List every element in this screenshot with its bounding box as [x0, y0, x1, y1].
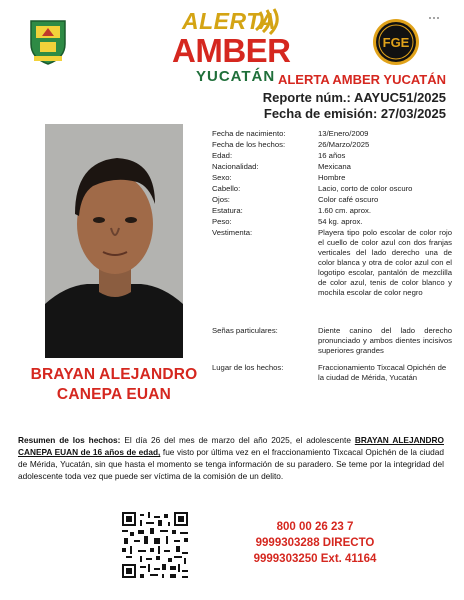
fact-value: 13/Enero/2009 [318, 129, 369, 138]
fact-value: 54 kg. aprox. [318, 217, 363, 226]
person-name-line2: CANEPA EUAN [56, 386, 172, 403]
fact-label: Edad: [212, 151, 233, 160]
fge-seal-text: FGE [382, 35, 410, 50]
logo-word-yucatan: YUCATÁN [196, 68, 276, 85]
fact-label: Cabello: [212, 184, 241, 193]
fact-label: Ojos: [212, 195, 230, 204]
signal-waves-icon [252, 8, 282, 38]
fact-value: Fraccionamiento Tixcacal Opichén de la ciudad de Mérida, Yucatán [318, 363, 447, 382]
qr-code[interactable] [122, 512, 188, 578]
corner-decor-icon [428, 15, 442, 23]
issue-date: Fecha de emisión: 27/03/2025 [263, 106, 446, 121]
summary-label: Resumen de los hechos: [18, 435, 121, 445]
fact-value: Mexicana [318, 162, 351, 171]
fact-value: Color café oscuro [318, 195, 379, 204]
fact-value: Playera tipo polo escolar de color rojo el cuello de color azul con dos franjas verticales del lado derecho una de color blanca y otra de color azul con el logotipo escolar, pantalón de mezclilla de color azul, tenis de color blanco y mochila escolar de color negro [318, 228, 452, 297]
alert-title: ALERTA AMBER YUCATÁN [277, 72, 446, 87]
phone-direct[interactable]: 9999303288 DIRECTO [255, 537, 375, 549]
fact-value: Diente canino del lado derecho pronunciado y ambos dientes incisivos superiores grandes [318, 326, 452, 355]
fact-value: 26/Marzo/2025 [318, 140, 370, 149]
fact-label: Fecha de nacimiento: [212, 129, 286, 138]
fact-label: Nacionalidad: [212, 162, 259, 171]
logo-word-amber: AMBER [172, 32, 291, 69]
fact-label: Peso: [212, 217, 232, 226]
phone-toll-free[interactable]: 800 00 26 23 7 [276, 521, 354, 533]
fact-value: Hombre [318, 173, 346, 182]
fact-value: 16 años [318, 151, 346, 160]
fact-label: Estatura: [212, 206, 243, 215]
state-crest-logo [28, 18, 68, 66]
person-name-line1: BRAYAN ALEJANDRO [30, 366, 198, 383]
summary-text-part1: El día 26 del mes de marzo del año 2025, el adolescente [124, 435, 351, 445]
fact-label: Lugar de los hechos: [212, 363, 284, 372]
logo-word-alerta: ALERTA [182, 8, 277, 34]
fact-value: 1.60 cm. aprox. [318, 206, 371, 215]
missing-person-photo [45, 124, 183, 358]
alerta-amber-yucatan-logo [168, 8, 291, 86]
fact-label: Señas particulares: [212, 326, 278, 335]
fact-label: Sexo: [212, 173, 232, 182]
fact-value: Lacio, corto de color oscuro [318, 184, 413, 193]
summary-text-part2: fue visto por última vez en el fraccionamiento Tixcacal Opichén de la ciudad de Mérida, Yucatán, sin que hasta el momento se tenga información de su paradero. Se teme por la integridad del adolescente toda vez que puede ser víctima de la comisión de un delito. [18, 447, 444, 481]
phone-extension[interactable]: 9999303250 Ext. 41164 [253, 553, 377, 565]
summary-highlight: BRAYAN ALEJANDRO CANEPA EUAN de 16 años de edad, [18, 435, 444, 457]
fge-seal-logo [372, 18, 420, 66]
report-number: Reporte núm.: AAYUC51/2025 [262, 90, 446, 105]
fact-label: Fecha de los hechos: [212, 140, 286, 149]
fact-label: Vestimenta: [212, 228, 253, 237]
incident-summary [18, 434, 444, 482]
